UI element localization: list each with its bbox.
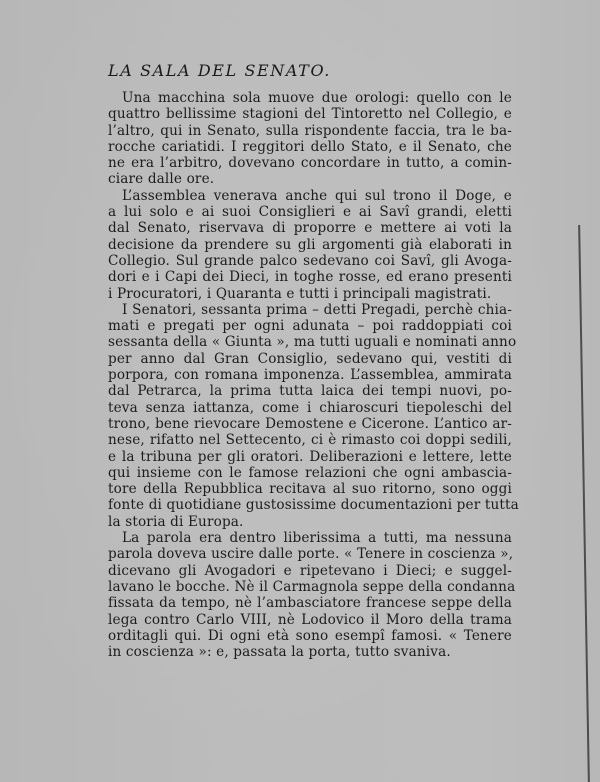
section-title: LA SALA DEL SENATO. bbox=[108, 61, 331, 80]
text-line: ne era l’arbitro, dovevano concordare in tutto, a comin- bbox=[108, 155, 512, 172]
text-line: la storia di Europa. bbox=[108, 513, 244, 530]
text-line: parola doveva uscire dalle porte. « Tenere in coscienza », bbox=[108, 546, 514, 563]
body-text bbox=[108, 90, 519, 661]
paragraph bbox=[108, 530, 516, 661]
text-line: La parola era dentro liberissima a tutti, ma nessuna bbox=[122, 530, 512, 547]
text-line: Una macchina sola muove due orologi: quello con le bbox=[122, 90, 512, 106]
text-line: mati e pregati per ogni adunata – poi raddoppiati coi bbox=[108, 318, 512, 335]
text-line: dicevano gli Avogadori e ripetevano i Dieci; e suggel- bbox=[108, 562, 512, 579]
text-line: I Senatori, sessanta prima – detti Pregadi, perchè chia- bbox=[122, 301, 512, 318]
text-line: lega contro Carlo VIII, nè Lodovico il Moro della trama bbox=[108, 611, 512, 628]
text-line: porpora, con romana imponenza. L’assemblea, ammirata bbox=[108, 367, 512, 384]
page-edge-line bbox=[578, 225, 589, 782]
text-line: nese, rifatto nel Settecento, ci è rimasto coi doppi sedili, bbox=[108, 432, 512, 449]
text-line: ciare dalle ore. bbox=[108, 171, 215, 188]
paragraph bbox=[108, 301, 519, 530]
text-line: e la tribuna per gli oratori. Deliberazioni e lettere, lette bbox=[108, 448, 512, 465]
text-line: fissata da tempo, nè l’ambasciatore francese seppe della bbox=[108, 595, 512, 612]
text-line: sessanta della « Giunta », ma tutti uguali e nominati anno bbox=[108, 334, 517, 351]
paragraph bbox=[108, 90, 512, 188]
text-line: dal Senato, riservava di proporre e mettere ai voti la bbox=[108, 220, 512, 237]
text-line: in coscienza »: e, passata la porta, tutto svaniva. bbox=[108, 644, 451, 661]
text-line: rocche cariatidi. I reggitori dello Stato, e il Senato, che bbox=[108, 138, 512, 155]
text-line: decisione da prendere su gli argomenti già elaborati in bbox=[108, 236, 512, 253]
text-line: l’altro, qui in Senato, sulla rispondente faccia, tra le ba- bbox=[108, 122, 512, 139]
text-line: fonte di quotidiane gustosissime documentazioni per tutta bbox=[108, 497, 519, 514]
text-line: quattro bellissime stagioni del Tintoretto nel Collegio, e bbox=[108, 106, 512, 123]
text-line: per anno dal Gran Consiglio, sedevano qui, vestiti di bbox=[108, 350, 512, 367]
text-line: dal Petrarca, la prima tutta laica dei tempi nuovi, po- bbox=[108, 383, 512, 400]
text-line: Collegio. Sul grande palco sedevano coi Savî, gli Avoga- bbox=[108, 252, 512, 269]
text-line: teva senza iattanza, come i chiaroscuri tiepoleschi del bbox=[108, 399, 512, 416]
text-line: L’assemblea venerava anche qui sul trono il Doge, e bbox=[122, 187, 512, 204]
text-line: trono, bene rievocare Demostene e Cicerone. L’antico ar- bbox=[108, 415, 512, 432]
text-line: orditagli qui. Di ogni età sono esempî famosi. « Tenere bbox=[108, 627, 512, 644]
text-line: tore della Repubblica recitava al suo ritorno, sono oggi bbox=[108, 481, 512, 498]
paragraph bbox=[108, 188, 512, 302]
text-line: dori e i Capi dei Dieci, in toghe rosse, ed erano presenti bbox=[108, 269, 512, 286]
text-line: qui insieme con le famose relazioni che ogni ambascia- bbox=[108, 464, 512, 481]
text-line: lavano le bocche. Nè il Carmagnola seppe della condanna bbox=[108, 578, 516, 595]
text-line: a lui solo e ai suoi Consiglieri e ai Savî grandi, eletti bbox=[108, 204, 512, 221]
text-line: i Procuratori, i Quaranta e tutti i principali magistrati. bbox=[108, 285, 492, 302]
